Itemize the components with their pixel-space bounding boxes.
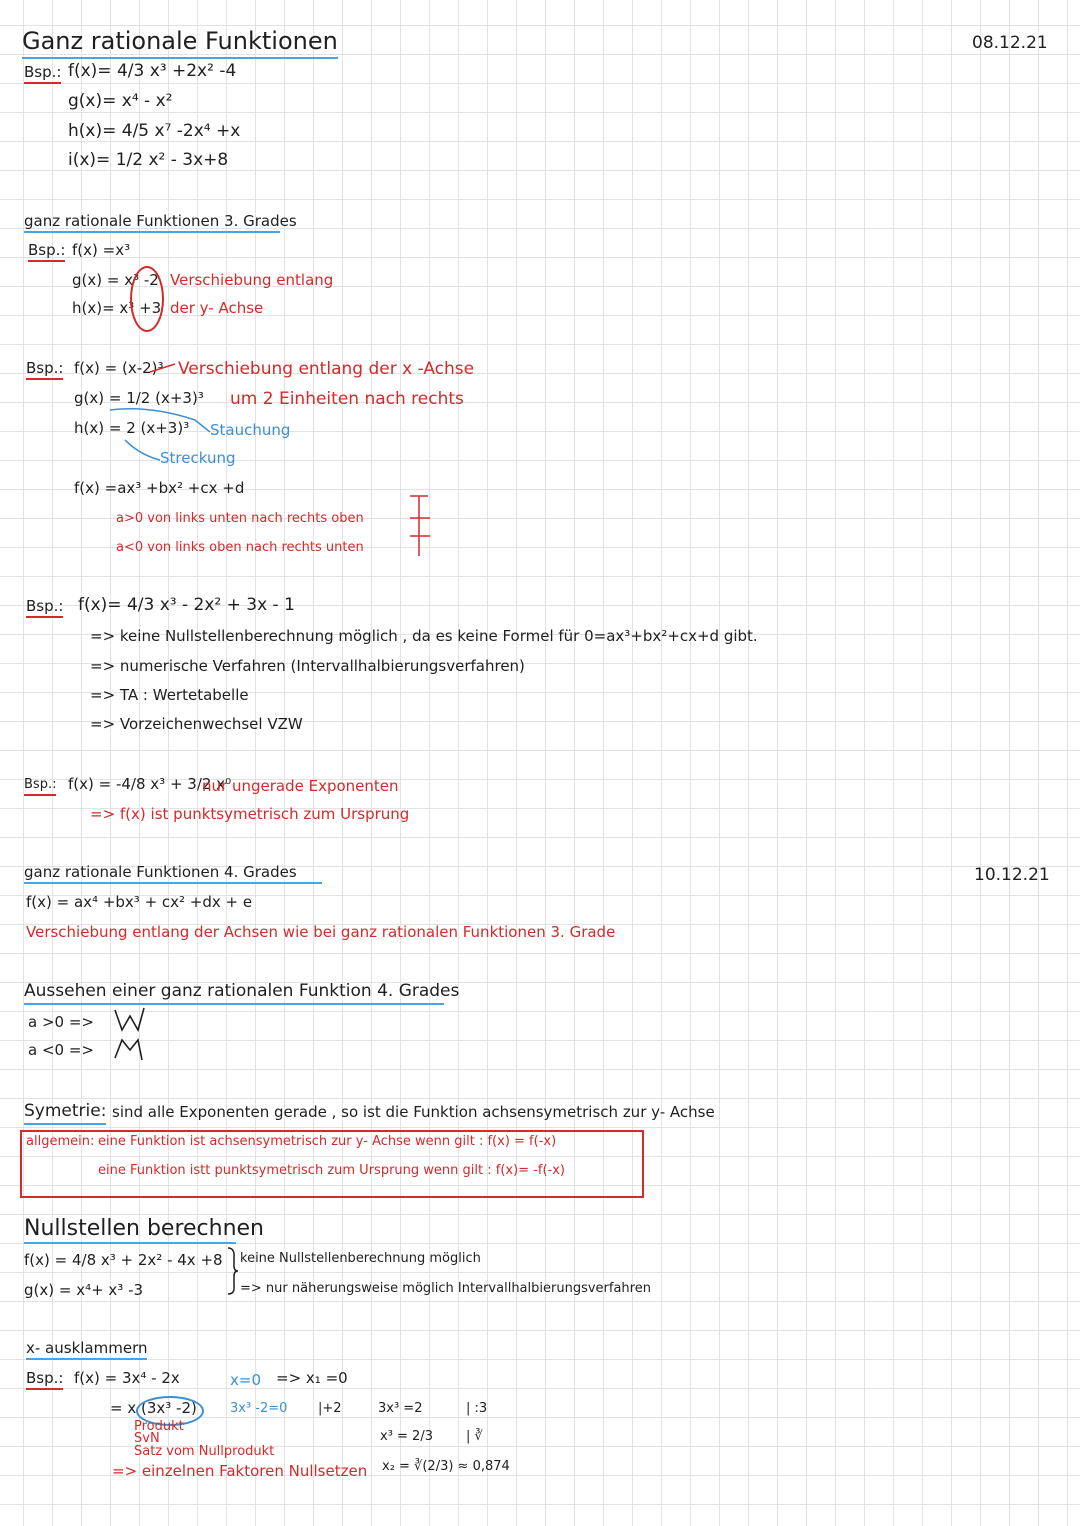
sec3-a-pos: a>0 von links unten nach rechts oben <box>116 511 364 526</box>
sec10-red3: Satz vom Nullprodukt <box>134 1444 275 1459</box>
sec3-h: h(x) = 2 (x+3)³ <box>74 419 190 437</box>
sec7-heading: Aussehen einer ganz rationalen Funktion 4. Grades <box>24 982 444 1005</box>
sec10-label: Bsp.: <box>26 1370 63 1390</box>
sec9-f: f(x) = 4/8 x³ + 2x² - 4x +8 <box>24 1251 223 1269</box>
sec2-note2: der y- Achse <box>170 299 264 317</box>
sec2-label: Bsp.: <box>28 242 65 262</box>
sec10-heading: x- ausklammern <box>26 1340 147 1360</box>
sec9-g: g(x) = x⁴+ x³ -3 <box>24 1281 144 1299</box>
date-1: 08.12.21 <box>972 33 1048 53</box>
sec10-op3: | ∛ <box>466 1429 483 1444</box>
sec2-g: g(x) = x³ -2 <box>72 271 159 289</box>
sec10-op2: | :3 <box>466 1401 488 1416</box>
sec1-line: g(x)= x⁴ - x² <box>68 91 173 111</box>
sec3-a-neg: a<0 von links oben nach rechts unten <box>116 540 364 555</box>
sec4-f: f(x)= 4/3 x³ - 2x² + 3x - 1 <box>78 595 295 615</box>
sec1-line: i(x)= 1/2 x² - 3x+8 <box>68 150 229 170</box>
sec10-eq2: x³ = 2/3 <box>380 1429 433 1444</box>
sec1-label: Bsp.: <box>24 64 61 84</box>
sec3-note-red1: Verschiebung entlang der x -Achse <box>178 359 475 379</box>
sec2-f: f(x) =x³ <box>72 241 131 259</box>
sec2-h: h(x)= x³ +3 <box>72 299 162 317</box>
sec10-op1: |+2 <box>318 1401 342 1416</box>
sec3-f: f(x) = (x-2)³ <box>74 359 164 377</box>
sec8-box-line1: eine Funktion ist achsensymetrisch zur y- Achse wenn gilt : f(x) = f(-x) <box>98 1134 557 1149</box>
sec2-note1: Verschiebung entlang <box>170 271 334 289</box>
sec10-red4: => einzelnen Faktoren Nullsetzen <box>112 1462 368 1480</box>
sec9-brace <box>226 1246 240 1296</box>
sec10-blue1: x=0 <box>230 1371 261 1389</box>
sec10-red2: SvN <box>134 1431 160 1446</box>
sec6-f: f(x) = ax⁴ +bx³ + cx² +dx + e <box>26 893 253 911</box>
sec4-line4: => Vorzeichenwechsel VZW <box>90 715 303 733</box>
sec10-red1: Produkt <box>134 1419 184 1434</box>
sec10-eq1: 3x³ =2 <box>378 1401 423 1416</box>
sec3-general: f(x) =ax³ +bx² +cx +d <box>74 479 245 497</box>
sec4-line3: => TA : Wertetabelle <box>90 686 249 704</box>
sec10-f: f(x) = 3x⁴ - 2x <box>74 1369 180 1387</box>
sec3-label: Bsp.: <box>26 360 63 380</box>
sec5-f: f(x) = -4/8 x³ + 3/2 x⁰ <box>68 775 232 793</box>
sec6-note: Verschiebung entlang der Achsen wie bei ganz rationalen Funktionen 3. Grade <box>26 923 616 941</box>
sec3-g: g(x) = 1/2 (x+3)³ <box>74 389 204 407</box>
sec4-line2: => numerische Verfahren (Intervallhalbierungsverfahren) <box>90 657 525 675</box>
sec9-heading: Nullstellen berechnen <box>24 1216 236 1244</box>
sec10-res1: => x₁ =0 <box>276 1369 348 1387</box>
sec3-note-blue2: Streckung <box>160 449 236 467</box>
sec8-text: sind alle Exponenten gerade , so ist die Funktion achsensymetrisch zur y- Achse <box>112 1103 715 1121</box>
sec8-box-line2: eine Funktion istt punktsymetrisch zum Ursprung wenn gilt : f(x)= -f(-x) <box>98 1163 565 1178</box>
sec3-note-blue1: Stauchung <box>210 421 291 439</box>
sec8-heading: Symetrie: <box>24 1102 106 1125</box>
sec7-shapes <box>110 1004 150 1064</box>
sec9-note1: keine Nullstellenberechnung möglich <box>240 1251 481 1266</box>
sec4-label: Bsp.: <box>26 598 63 618</box>
sec10-blue2: 3x³ -2=0 <box>230 1401 288 1416</box>
date-2: 10.12.21 <box>974 865 1050 885</box>
sec4-line1: => keine Nullstellenberechnung möglich , da es keine Formel für 0=ax³+bx²+cx+d gibt. <box>90 627 758 645</box>
sec1-line: h(x)= 4/5 x⁷ -2x⁴ +x <box>68 121 241 141</box>
sec5-note1: nur ungerade Exponenten <box>202 777 399 795</box>
sec5-note2: => f(x) ist punktsymetrisch zum Ursprung <box>90 805 410 823</box>
sec10-fact: = x (3x³ -2) <box>110 1399 197 1417</box>
sec2-heading: ganz rationale Funktionen 3. Grades <box>24 213 280 233</box>
sec3-note-red2: um 2 Einheiten nach rechts <box>230 389 464 409</box>
sec7-a-pos: a >0 => <box>28 1013 94 1031</box>
sec1-line: f(x)= 4/3 x³ +2x² -4 <box>68 61 237 81</box>
sec5-label: Bsp.: <box>24 778 56 796</box>
sec10-eq3: x₂ = ∛(2/3) ≈ 0,874 <box>382 1459 510 1474</box>
page-title: Ganz rationale Funktionen <box>22 28 338 59</box>
sec8-box-label: allgemein: <box>26 1134 95 1149</box>
sec6-heading: ganz rationale Funktionen 4. Grades <box>24 864 322 884</box>
sec9-note2: => nur näherungsweise möglich Intervallhalbierungsverfahren <box>240 1281 651 1296</box>
sec7-a-neg: a <0 => <box>28 1041 94 1059</box>
